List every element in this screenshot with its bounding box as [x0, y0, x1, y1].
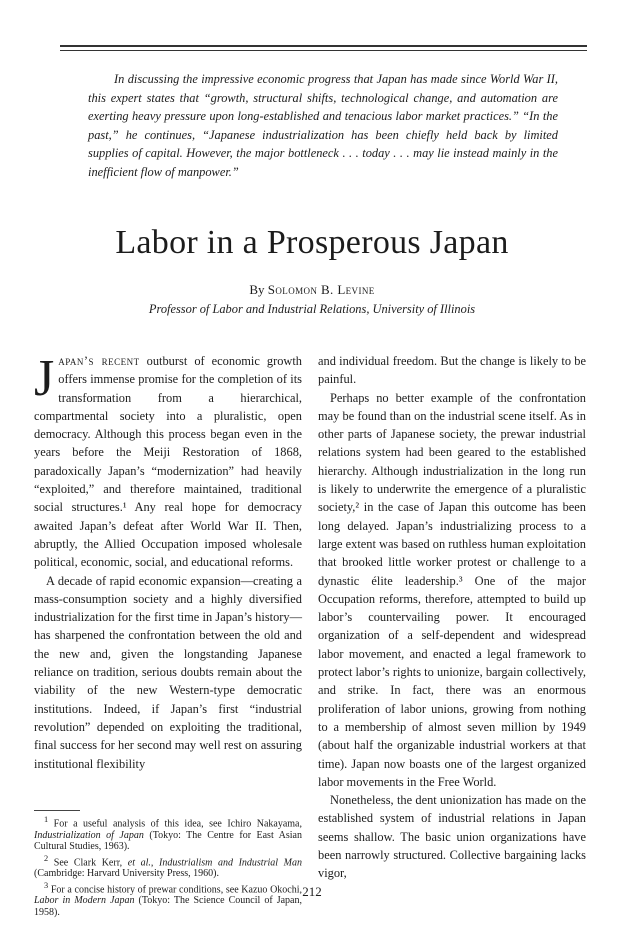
left-column: [34, 352, 302, 773]
footnote-3: $^3$ For a concise history of prewar conditions, see Kazuo Okochi, Labor in Modern Japan (Tokyo: The Science Council of Japan, 1958).: [34, 880, 303, 918]
author-name: Solomon B. Levine: [267, 282, 375, 297]
footnote-1: $^1$ For a useful analysis of this idea, see Ichiro Nakayama, Industrialization of Japan (Tokyo: The Centre for East Asian Cultural Studies, 1963).: [34, 815, 302, 853]
paragraph-1-text: outburst of economic growth offers immense promise for the completion of its transformation from a hierarchical, compartmental society into a pluralistic, open democracy. Although this process began even in the years before the Meiji Restoration of 1868, paradoxically Japan’s “modernization” had heavily “exploited,” and therefore maintained, traditional social structures.¹ Any real hope for democracy awaited Japan’s defeat after World War II. Then, abruptly, the Allied Occupation imposed wholesale political, economic, social, and educational reforms.: [34, 354, 302, 570]
drop-cap: J: [34, 350, 55, 407]
footnote-2: $^2$ See Clark Kerr, et al., Industrialism and Industrial Man (Cambridge: Harvard University Press, 1960).: [34, 853, 302, 880]
article-title: Labor in a Prosperous Japan: [115, 224, 509, 261]
footnote-rule: [34, 810, 80, 811]
lead-smallcaps: apan’s recent: [58, 354, 140, 368]
paragraph-2: A decade of rapid economic expansion—creating a mass-consumption society and a highly diversified industrialization for the first time in Japan’s history—has sharpened the confrontation between the old and the new and, given the longstanding Japanese reliance on tradition, serious doubts remain about the viability of the new Western-type democratic institutions. Indeed, if Japan’s first “industrial revolution” depended on exploiting the traditional, final success for her second may well rest on assuring institutional flexibility: [34, 573, 302, 771]
header-rule-thick: [60, 45, 587, 47]
byline-prefix: By: [249, 282, 265, 297]
author-affiliation: Professor of Labor and Industrial Relations, University of Illinois: [148, 302, 476, 316]
paragraph-3: Perhaps no better example of the confrontation may be found than on the industrial scene itself. As in other parts of Japanese society, the prewar industrial relations system had been geared to the established hierarchy. Although industrialization in the long run is likely to underwrite the emergence of a pluralistic society,² in the case of Japan this outcome has been long delayed. Japan’s industrializing process to a large extent was based on ruthless human exploitation that brooked little worker protest or challenge to a dynastic élite leadership.³ One of the major Occupation reforms, therefore, attempted to build up labor’s countervailing power. It encouraged organization of a self-dependent and widespread labor movement, and enacted a legal framework to protect labor’s rights to unionize, bargain collectively, and strike. In fact, there was an enormous proliferation of labor unions, growing from nothing to a membership of almost seven million by 1949 (about half the organizable industrial workers at that time). Japan now boasts one of the largest organized labor movements in the Free World.: [318, 390, 586, 789]
page-number: 212: [302, 884, 322, 899]
right-column: [318, 352, 586, 883]
paragraph-4: Nonetheless, the dent unionization has made on the established system of industrial relations in Japan seems shallow. The basic union organizations have been narrowly structured. Collective bargaining lacks vigor,: [318, 793, 586, 881]
article-intro: In discussing the impressive economic progress that Japan has made since World War II, this expert states that “growth, structural shifts, technological change, and automation are exerting heavy pressure upon long-established and tenacious labor market practices.” “In the past,” he continues, “Japanese industrialization has been chiefly held back by limited supplies of capital. However, the major bottleneck . . . today . . . may lie instead mainly in the inefficient flow of manpower.”: [88, 72, 558, 179]
byline: [0, 282, 624, 298]
header-rule-thin: [60, 50, 587, 51]
paragraph-1: [34, 352, 302, 572]
footnotes: [34, 814, 302, 918]
paragraph-2-continued: and individual freedom. But the change is likely to be painful.: [318, 354, 586, 387]
